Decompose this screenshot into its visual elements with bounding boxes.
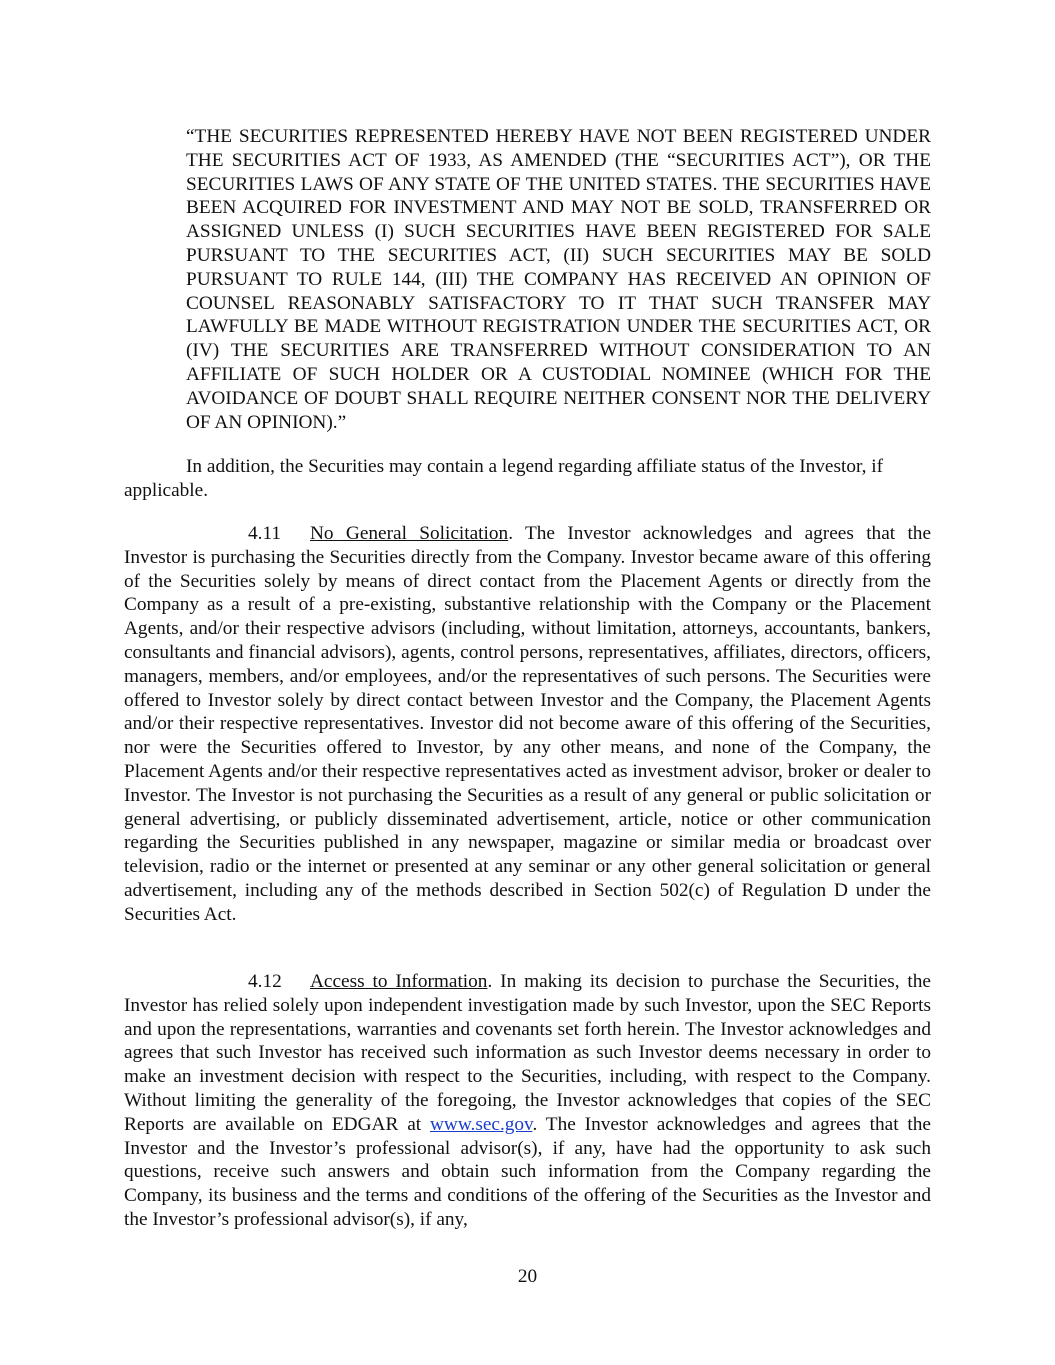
section-4-11-paragraph — [124, 522, 931, 927]
section-heading: Access to Information — [310, 971, 488, 992]
section-4-12-paragraph — [124, 970, 931, 1232]
page-number: 20 — [517, 1266, 538, 1287]
securities-legend-block: “THE SECURITIES REPRESENTED HEREBY HAVE NOT BEEN REGISTERED UNDER THE SECURITIES ACT OF 1933, AS AMENDED (THE “SECURITIES ACT”), OR THE SECURITIES LAWS OF ANY STATE OF THE UNITED STATES. THE SECURITIES HAVE BEEN ACQUIRED FOR INVESTMENT AND MAY NOT BE SOLD, TRANSFERRED OR ASSIGNED UNLESS (I) SUCH SECURITIES HAVE BEEN REGISTERED FOR SALE PURSUANT TO THE SECURITIES ACT, (II) SUCH SECURITIES MAY BE SOLD PURSUANT TO RULE 144, (III) THE COMPANY HAS RECEIVED AN OPINION OF COUNSEL REASONABLY SATISFACTORY TO IT THAT SUCH TRANSFER MAY LAWFULLY BE MADE WITHOUT REGISTRATION UNDER THE SECURITIES ACT, OR (IV) THE SECURITIES ARE TRANSFERRED WITHOUT CONSIDERATION TO AN AFFILIATE OF SUCH HOLDER OR A CUSTODIAL NOMINEE (WHICH FOR THE AVOIDANCE OF DOUBT SHALL REQUIRE NEITHER CONSENT NOR THE DELIVERY OF AN OPINION).” — [186, 126, 931, 433]
section-body-continued: . The Investor acknowledges and agrees that the Investor and the Investor’s professional advisor(s), if any, have had the opportunity to ask such questions, receive such answers and obtain such information from the Company regarding the Company, its business and the terms and conditions of the offering of the Securities as the Investor and the Investor’s professional advisor(s), if any, — [124, 1113, 931, 1230]
section-body: . The Investor acknowledges and agrees that the Investor is purchasing the Securities directly from the Company. Investor became aware of this offering of the Securities solely by means of direct contact from the Placement Agents or directly from the Company as a result of a pre-existing, substantive relationship with the Company or the Placement Agents, and/or their respective advisors (including, without limitation, attorneys, accountants, bankers, consultants and financial advisors), agents, control persons, representatives, affiliates, directors, officers, managers, members, and/or employees, and/or the representatives of such persons. The Securities were offered to Investor solely by direct contact between Investor and the Company, the Placement Agents and/or their respective representatives. Investor did not become aware of this offering of the Securities, nor were the Securities offered to Investor, by any other means, and none of the Company, the Placement Agents and/or their respective representatives acted as investment advisor, broker or dealer to Investor. The Investor is not purchasing the Securities as a result of any general or public solicitation or general advertising, or publicly disseminated advertisement, article, notice or other communication regarding the Securities published in any newspaper, magazine or similar media or broadcast over television, radio or the internet or presented at any seminar or any other general solicitation or general advertisement, including any of the methods described in Section 502(c) of Regulation D under the Securities Act. — [124, 523, 932, 925]
section-body: . In making its decision to purchase the Securities, the Investor has relied solely upon independent investigation made by such Investor, upon the SEC Reports and upon the representations, warranties and covenants set forth herein. The Investor acknowledges and agrees that such Investor has received such information as such Investor deems necessary in order to make an investment decision with respect to the Securities, including, with respect to the Company. Without limiting the generality of the foregoing, the Investor acknowledges that copies of the SEC Reports are available on EDGAR at — [124, 971, 931, 1135]
section-heading: No General Solicitation — [310, 523, 509, 544]
section-number: 4.12 — [248, 971, 282, 992]
sec-gov-link[interactable]: www.sec.gov — [429, 1113, 533, 1135]
section-number: 4.11 — [248, 523, 282, 544]
affiliate-legend-paragraph: In addition, the Securities may contain a legend regarding affiliate status of the Investor, if applicable. — [124, 456, 884, 501]
